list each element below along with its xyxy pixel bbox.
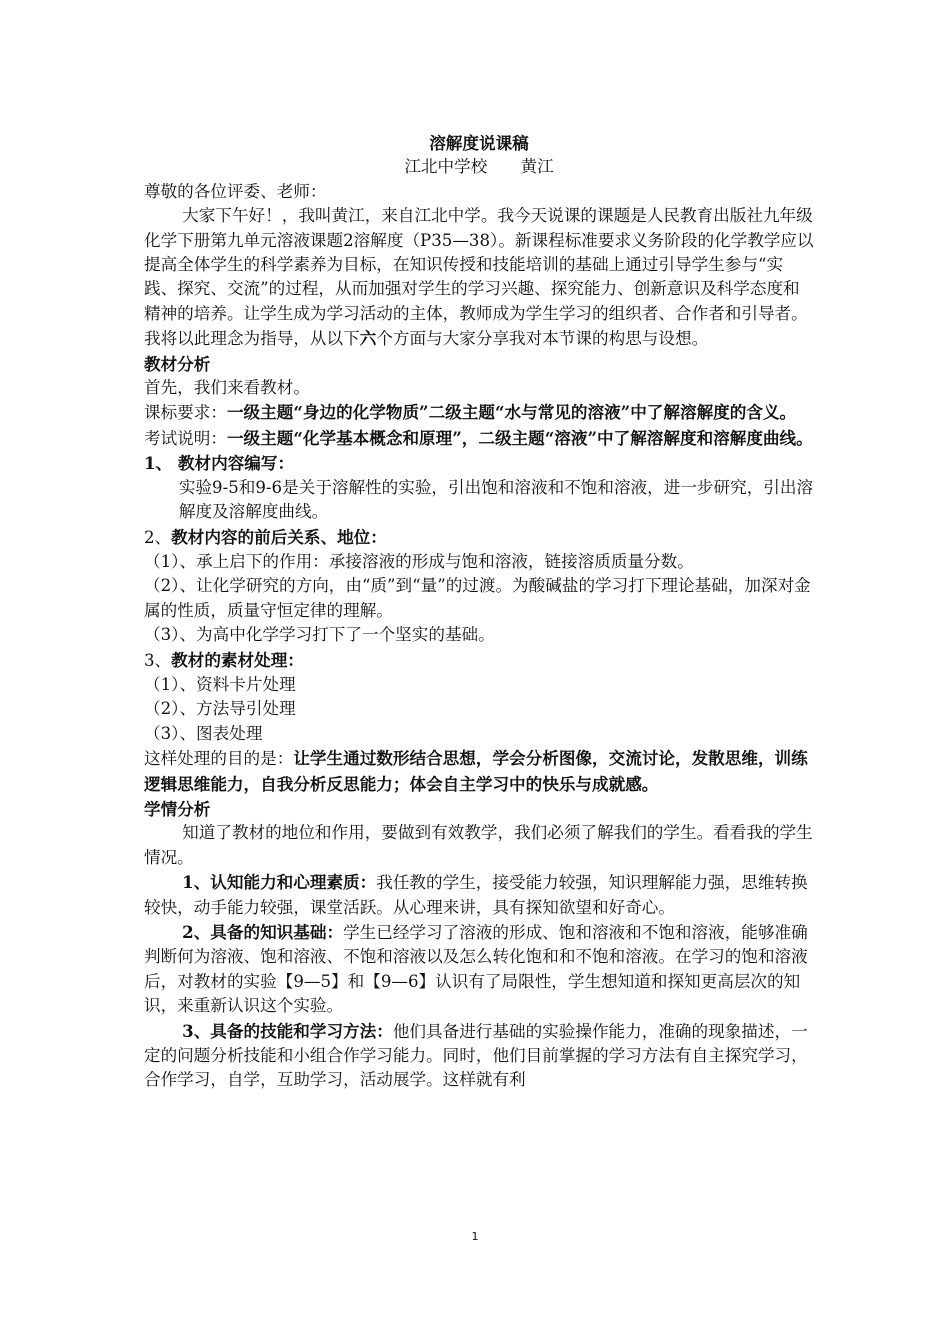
students-point-2-label: 2、具备的知识基础： [182,922,344,942]
students-point-1-text: 我任教的学生，接受能力较强，知识理解能力强，思维转换较快，动手能力较强，课堂活跃。从心理来讲，具有探知欲望和好奇心。 [144,873,808,917]
students-point-3 [144,1019,814,1093]
document-title: 溶解度说课稿 [429,133,529,153]
students-point-2-text: 学生已经学习了溶液的形成、饱和溶液和不饱和溶液，能够准确判断何为溶液、饱和溶液、不饱和溶液以及怎么转化饱和和不饱和溶液。在学习的饱和溶液后，对教材的实验【9—5】和【9—6】认识有了局限性，学生想知道和探知更高层次的知识，来重新认识这个实验。 [144,923,808,1016]
intro-text: 大家下午好！，我叫黄江，来自江北中学。我今天说课的课题是人民教育出版社九年级化学下册第九单元溶液课题2溶解度（P35—38）。新课程标准要求义务阶段的化学教学应以提高全体学生的科学素养为目标，在知识传授和技能培训的基础上通过引导学生参与“实践、探究、交流”的过程，从而加强对学生的学习兴趣、探究能力、创新意识及科学态度和精神的培养。让学生成为学习活动的主体，教师成为学生学习的组织者、合作者和引导者。我将以此理念为指导，从以下 [144,206,814,349]
section-heading-textbook: 教材分析 [144,353,211,374]
students-point-1-label: 1、认知能力和心理素质： [182,872,377,893]
list-item: （3）、为高中化学学习打下了一个坚实的基础。 [144,625,495,645]
item3-heading-text: 教材的素材处理： [171,649,304,670]
list-item: （1）、承上启下的作用：承接溶液的形成与饱和溶液，链接溶质质量分数。 [144,551,694,571]
item2-number: 2、 [144,527,172,547]
curriculum-standard-label: 课标要求： [144,403,227,423]
list-item: （2）、让化学研究的方向，由“质”到“量”的过渡。为酸碱盐的学习打下理论基础，加深对金属的性质，质量守恒定律的理解。 [144,576,811,620]
purpose-label: 这样处理的目的是： [144,749,294,769]
students-intro: 知道了教材的地位和作用，要做到有效教学，我们必须了解我们的学生。看看我的学生情况。 [144,823,813,867]
intro-tail: 个方面与大家分享我对本节课的构思与设想。 [376,329,709,349]
exam-description [144,426,814,451]
curriculum-standard [144,400,814,425]
purpose-text: 让学生通过数形结合思想，学会分析图像，交流讨论，发散思维，训练逻辑思维能力，自我分析反思能力；体会自主学习中的快乐与成就感。 [144,748,808,794]
exam-description-label: 考试说明： [144,428,227,448]
purpose-paragraph [144,746,814,797]
section-heading-students: 学情分析 [144,798,211,819]
students-point-1 [144,870,814,920]
students-point-3-text: 他们具备进行基础的实验操作能力，准确的现象描述，一定的问题分析技能和小组合作学习能力。同时，他们目前掌握的学习方法有自主探究学习，合作学习，自学，互助学习，活动展学。这样就有利 [144,1021,808,1090]
item2-heading [144,525,814,550]
textbook-intro: 首先，我们来看教材。 [144,378,310,398]
intro-bold-six: 六 [359,328,377,349]
salutation: 尊敬的各位评委、老师： [144,181,327,201]
item2-heading-text: 教材内容的前后关系、地位： [171,526,387,547]
document-byline: 江北中学校 黄江 [404,157,554,177]
exam-description-text: 一级主题“化学基本概念和原理”，二级主题“溶液”中了解溶解度和溶解度曲线。 [226,427,813,448]
intro-paragraph [144,204,814,351]
item3-heading [144,648,814,673]
item1-heading: 1、 教材内容编写： [144,453,295,474]
list-item: （3）、图表处理 [144,723,263,743]
page-number: 1 [471,1230,479,1243]
curriculum-standard-text: 一级主题“身边的化学物质”二级主题“水与常见的溶液”中了解溶解度的含义。 [226,402,797,423]
document-body [144,131,814,1093]
item3-number: 3、 [144,650,172,670]
students-point-3-label: 3、具备的技能和学习方法： [182,1020,393,1041]
list-item: （2）、方法导引处理 [144,699,296,719]
list-item: （1）、资料卡片处理 [144,674,296,694]
students-point-2 [144,920,814,1019]
item1-text: 实验9-5和9-6是关于溶解性的实验，引出饱和溶液和不饱和溶液，进一步研究，引出溶解度及溶解度曲线。 [178,477,814,522]
